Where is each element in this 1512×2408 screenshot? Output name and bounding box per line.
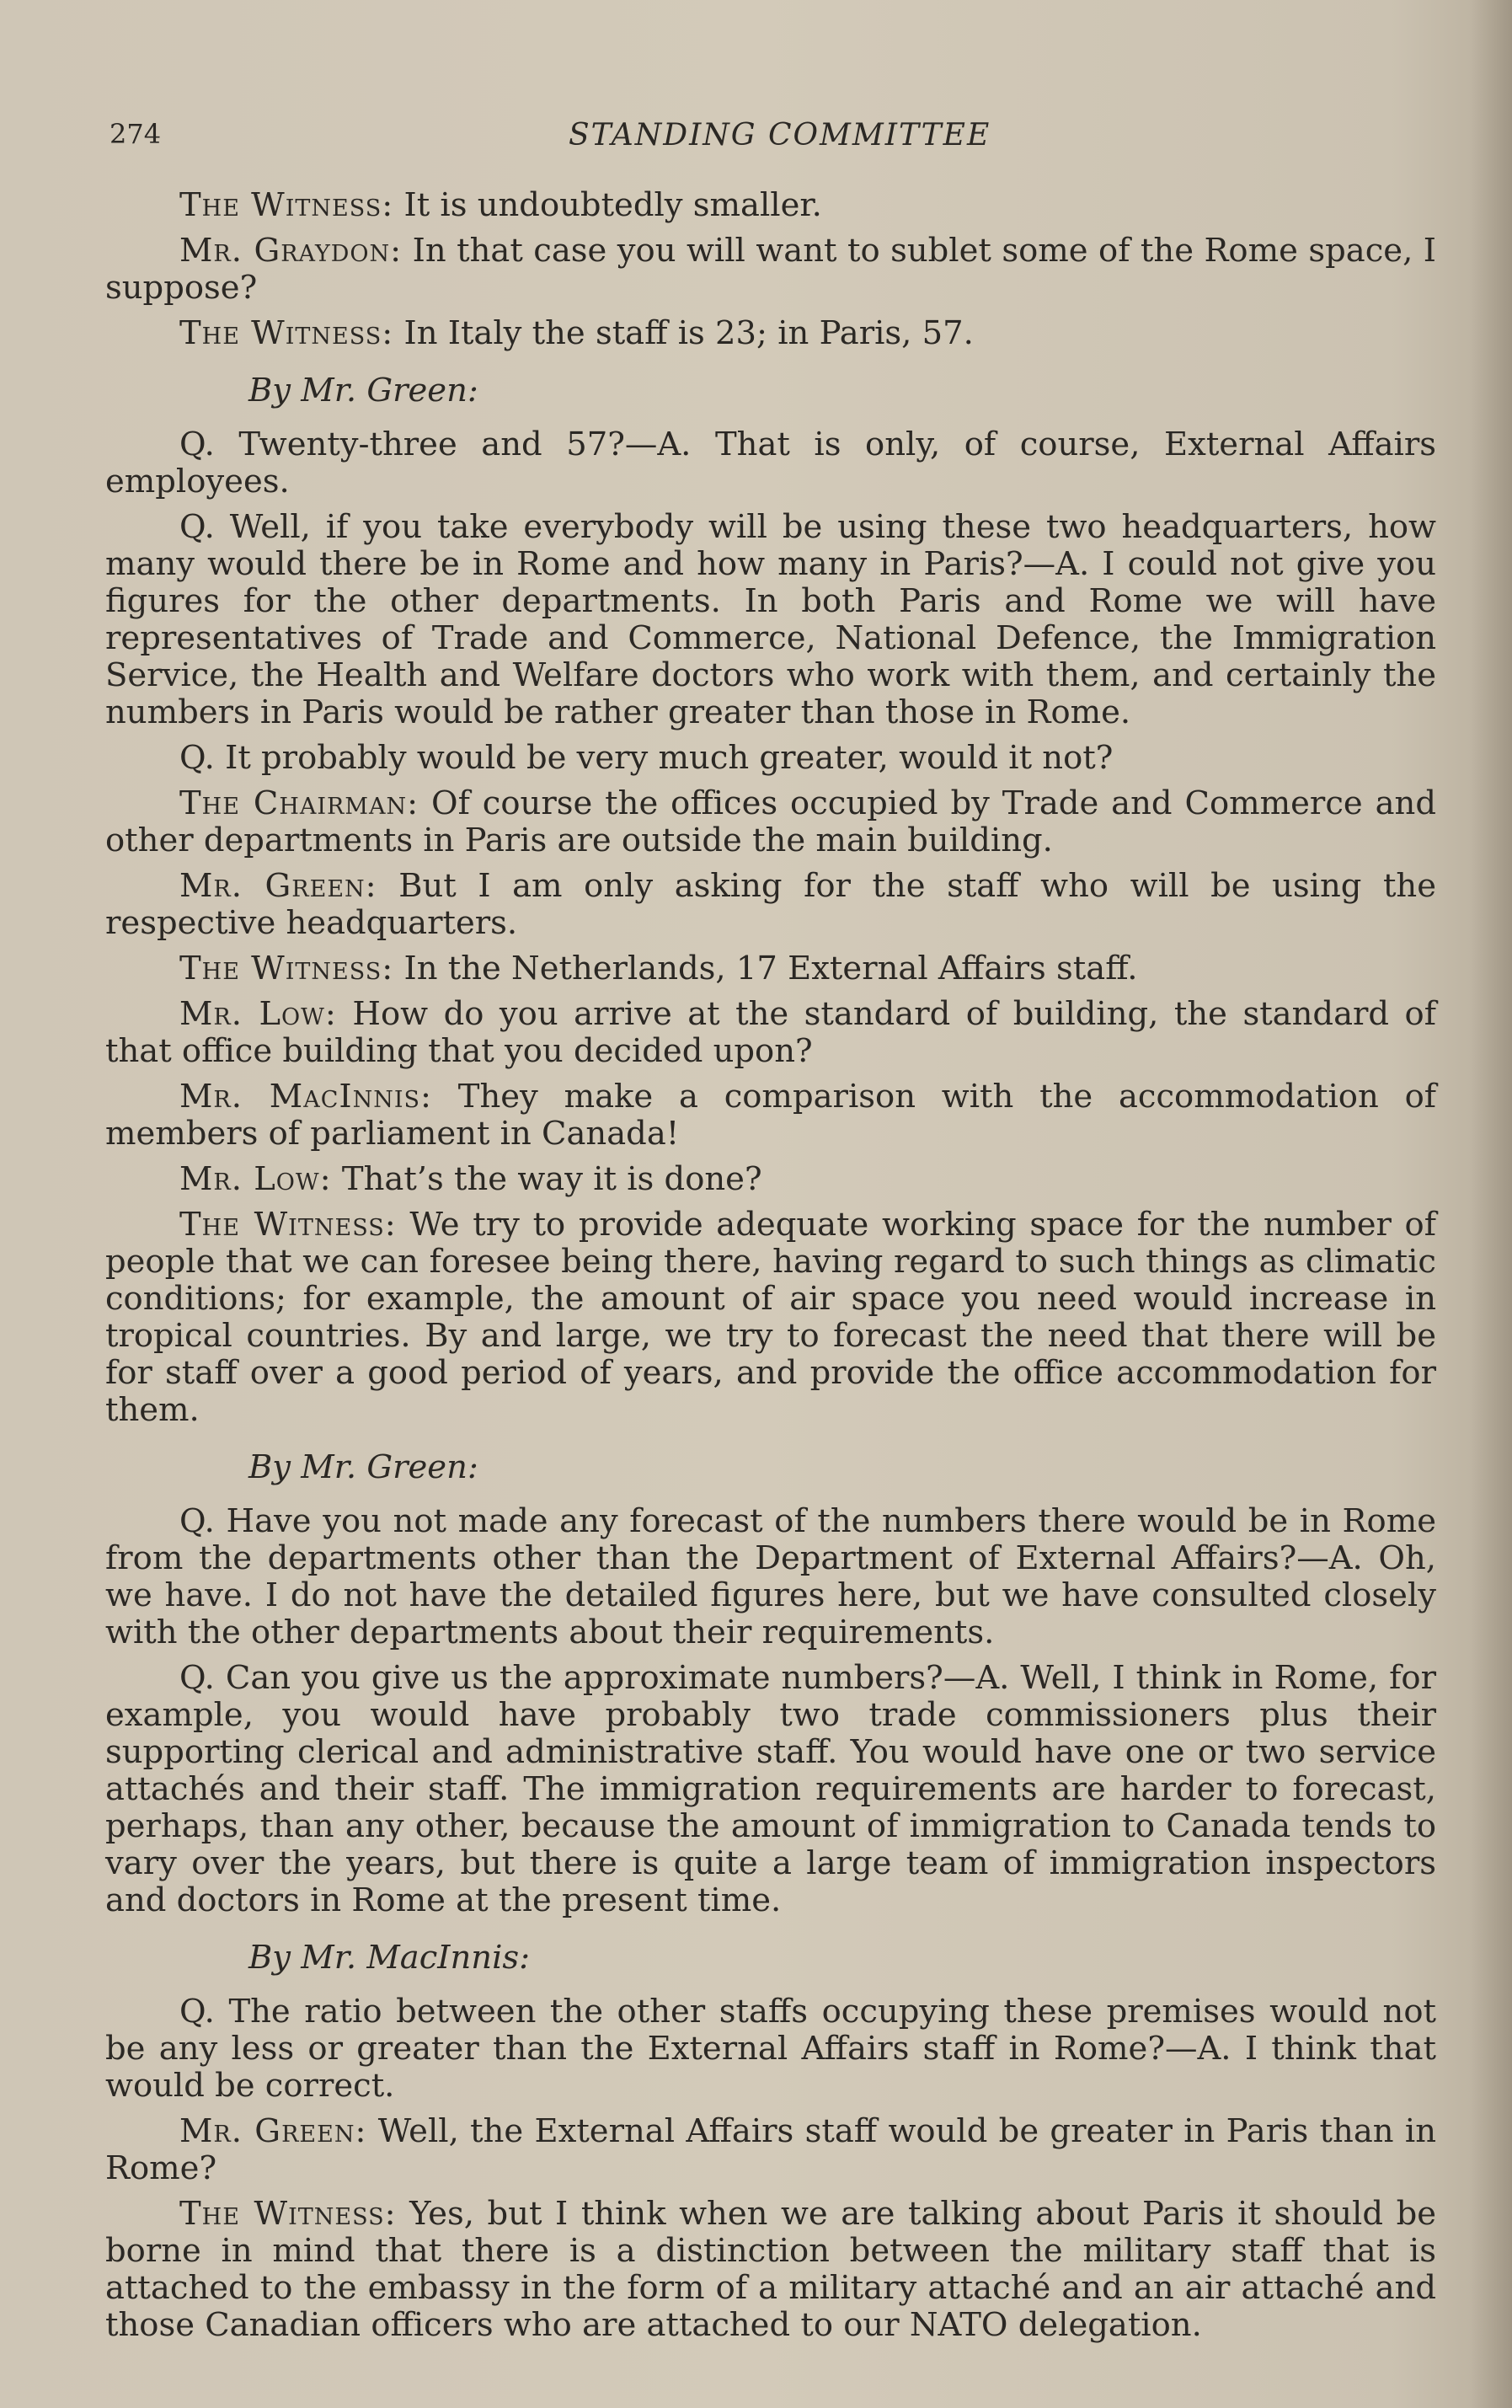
- examiner-heading: By Mr. Green:: [248, 1448, 478, 1486]
- speaker-name: The Witness:: [179, 950, 394, 987]
- speech-paragraph: [105, 950, 1436, 987]
- speech-paragraph: [105, 315, 1436, 352]
- qa-paragraph: Q. It probably would be very much greater, would it not?: [179, 739, 1114, 777]
- speech-paragraph: [105, 868, 1436, 942]
- speech-text: That’s the way it is done?: [331, 1160, 762, 1198]
- speech-text: But I am only asking for the staff who will be using the respective headquarters.: [105, 867, 1437, 942]
- speech-text: In that case you will want to sublet some of the Rome space, I suppose?: [105, 232, 1436, 307]
- speaker-name: Mr. Green:: [179, 867, 377, 905]
- speaker-name: Mr. MacInnis:: [179, 1078, 432, 1116]
- speaker-name: Mr. Low:: [179, 995, 337, 1033]
- speaker-name: Mr. Graydon:: [179, 232, 403, 270]
- speech-text: Well, the External Affairs staff would be greater in Paris than in Rome?: [105, 2112, 1437, 2187]
- speech-paragraph: [105, 1078, 1436, 1153]
- speech-text: In the Netherlands, 17 External Affairs staff.: [393, 950, 1138, 987]
- qa-paragraph: Q. The ratio between the other staffs occupying these premises would not be any less or greater than the External Affairs staff in Rome?—A. I think that would be correct.: [105, 1993, 1436, 2105]
- qa-paragraph: Q. Well, if you take everybody will be using these two headquarters, how many would there be in Rome and how many in Paris?—A. I could not give you figures for the other departments. In both Paris and Rome we will have representatives of Trade and Commerce, National Defence, the Immigration Service, the Health and Welfare doctors who work with them, and certainly the numbers in Paris would be rather greater than those in Rome.: [105, 508, 1436, 731]
- running-head: STANDING COMMITTEE: [569, 118, 991, 153]
- qa-paragraph: Q. Twenty-three and 57?—A. That is only, of course, External Affairs employees.: [105, 425, 1436, 500]
- speaker-name: The Witness:: [179, 1206, 397, 1244]
- speech-text: It is undoubtedly smaller.: [393, 186, 822, 224]
- speech-paragraph: [105, 2113, 1436, 2187]
- speech-paragraph: [105, 2196, 1436, 2344]
- body-text: [105, 187, 1436, 2352]
- speech-paragraph: [105, 233, 1436, 307]
- page-edge-shadow: [1470, 0, 1512, 2408]
- page-number: 274: [110, 118, 162, 150]
- examiner-heading: By Mr. Green:: [248, 372, 478, 409]
- speech-text: How do you arrive at the standard of building, the standard of that office building that you decided upon?: [105, 995, 1436, 1070]
- speaker-name: The Witness:: [179, 2195, 397, 2233]
- speech-text: Yes, but I think when we are talking about Paris it should be borne in mind that there is a distinction between the military staff that is attached to the embassy in the form of a military attaché and an air attaché and those Canadian officers who are attached to our NATO delegation.: [105, 2195, 1436, 2344]
- speech-paragraph: [105, 1207, 1436, 1429]
- speech-text: They make a comparison with the accommodation of members of parliament in Canada!: [105, 1078, 1437, 1153]
- speech-paragraph: [105, 785, 1436, 859]
- speech-paragraph: [105, 1161, 1436, 1198]
- speaker-name: The Chairman:: [179, 784, 419, 822]
- qa-paragraph: Q. Can you give us the approximate numbers?—A. Well, I think in Rome, for example, you would have probably two trade commissioners plus their supporting clerical and administrative staff. You would have one or two service attachés and their staff. The immigration requirements are harder to forecast, perhaps, than any other, because the amount of immigration to Canada tends to vary over the years, but there is quite a large team of immigration inspectors and doctors in Rome at the present time.: [105, 1659, 1436, 1919]
- speaker-name: Mr. Low:: [179, 1160, 332, 1198]
- speaker-name: Mr. Green:: [179, 2112, 367, 2150]
- speech-text: Of course the offices occupied by Trade and Commerce and other departments in Paris are outside the main building.: [105, 784, 1436, 859]
- examiner-heading: By Mr. MacInnis:: [248, 1939, 531, 1977]
- speech-paragraph: [105, 996, 1436, 1070]
- speech-paragraph: [105, 187, 1436, 224]
- speech-text: We try to provide adequate working space for the number of people that we can foresee being there, having regard to such things as climatic conditions; for example, the amount of air space you need would increase in tropical countries. By and large, we try to forecast the need that there will be for staff over a good period of years, and provide the office accommodation for them.: [105, 1206, 1436, 1429]
- speaker-name: The Witness:: [179, 186, 394, 224]
- page-header: [110, 118, 1424, 160]
- speech-text: In Italy the staff is 23; in Paris, 57.: [393, 314, 974, 352]
- qa-paragraph: Q. Have you not made any forecast of the numbers there would be in Rome from the departments other than the Department of External Affairs?—A. Oh, we have. I do not have the detailed figures here, but we have consulted closely with the other departments about their requirements.: [105, 1502, 1436, 1651]
- speaker-name: The Witness:: [179, 314, 394, 352]
